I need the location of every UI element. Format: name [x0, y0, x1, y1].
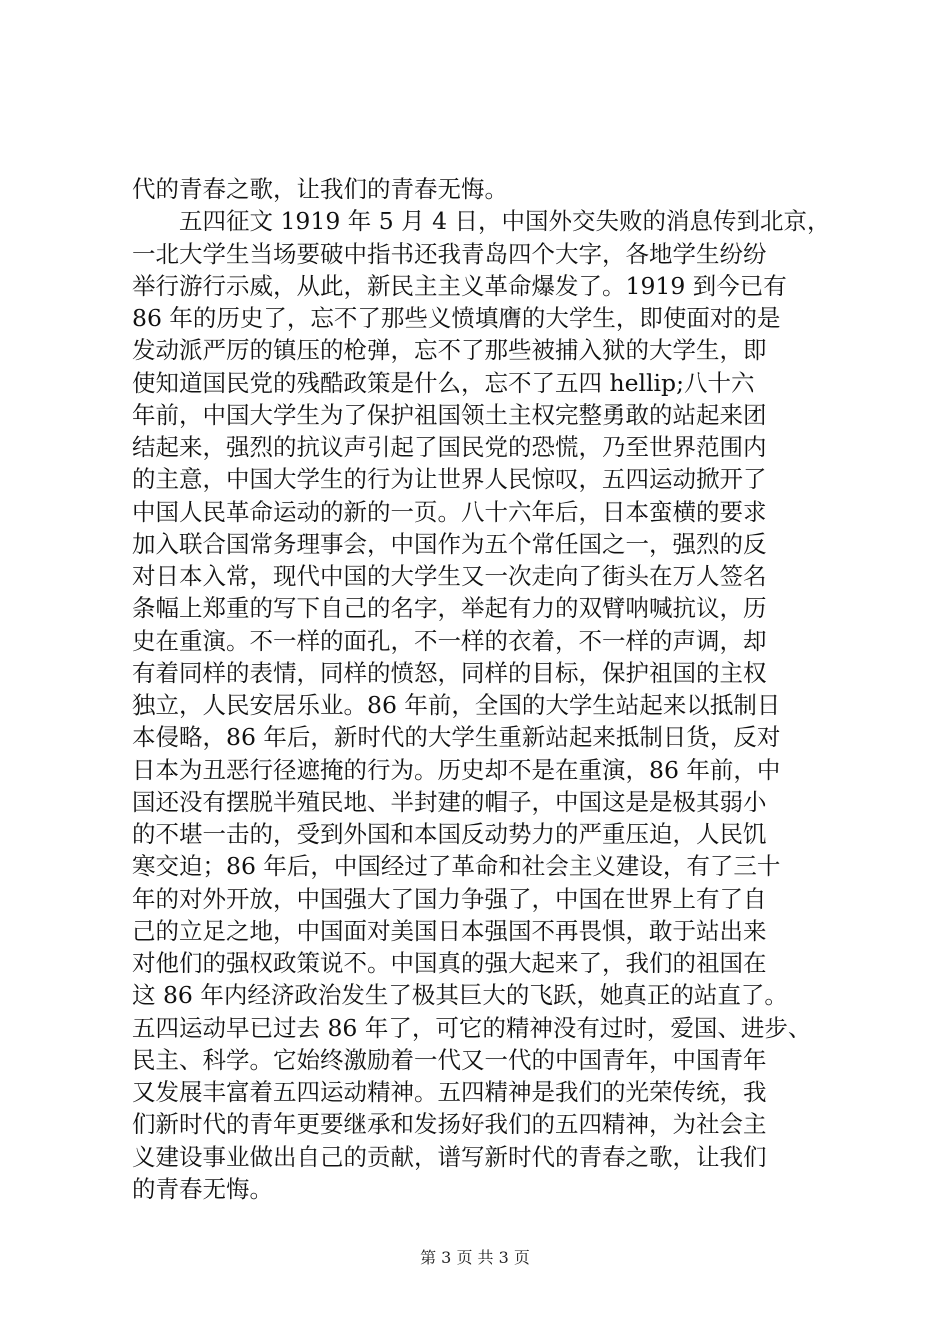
text-line: 国还没有摆脱半殖民地、半封建的帽子，中国这是是极其弱小 — [132, 787, 767, 816]
text-line: 对日本入常，现代中国的大学生又一次走向了街头在万人签名 — [132, 562, 767, 590]
text-line: 一北大学生当场要破中指书还我青岛四个大字，各地学生纷纷 — [132, 239, 767, 268]
text-line: 86 年的历史了，忘不了那些义愤填膺的大学生，即使面对的是 — [132, 304, 781, 332]
text-line: 加入联合国常务理事会，中国作为五个常任国之一，强烈的反 — [132, 529, 767, 558]
text-line: 条幅上郑重的写下自己的名字，举起有力的双臂呐喊抗议，历 — [132, 594, 767, 623]
text-line: 义建设事业做出自己的贡献，谱写新时代的青春之歌，让我们 — [132, 1142, 767, 1171]
text-line: 中国人民革命运动的新的一页。八十六年后，日本蛮横的要求 — [132, 497, 767, 526]
text-line: 年前，中国大学生为了保护祖国领土主权完整勇敢的站起来团 — [132, 400, 767, 429]
text-line: 的青春无悔。 — [132, 1174, 273, 1203]
text-line: 有着同样的表情，同样的愤怒，同样的目标，保护祖国的主权 — [132, 658, 767, 687]
text-line: 独立，人民安居乐业。86 年前，全国的大学生站起来以抵制日 — [132, 691, 781, 719]
text-line: 寒交迫；86 年后，中国经过了革命和社会主义建设，有了三十 — [132, 852, 781, 881]
text-line: 己的立足之地，中国面对美国日本强国不再畏惧，敢于站出来 — [132, 916, 767, 945]
text-line: 五四运动早已过去 86 年了，可它的精神没有过时，爱国、进步、 — [132, 1013, 812, 1042]
text-line: 对他们的强权政策说不。中国真的强大起来了，我们的祖国在 — [132, 949, 767, 977]
text-line: 五四征文 1919 年 5 月 4 日，中国外交失败的消息传到北京， — [132, 207, 831, 236]
text-line: 又发展丰富着五四运动精神。五四精神是我们的光荣传统，我 — [132, 1078, 767, 1106]
text-line: 这 86 年内经济政治发生了极其巨大的飞跃，她真正的站直了。 — [132, 981, 788, 1010]
text-line: 发动派严厉的镇压的枪弹，忘不了那些被捕入狱的大学生，即 — [132, 336, 767, 365]
text-line: 日本为丑恶行径遮掩的行为。历史却不是在重演，86 年前，中 — [132, 755, 781, 784]
text-line: 代的青春之歌，让我们的青春无悔。 — [132, 175, 508, 203]
text-line: 使知道国民党的残酷政策是什么，忘不了五四 hellip;八十六 — [132, 368, 755, 397]
text-line: 结起来，强烈的抗议声引起了国民党的恐慌，乃至世界范围内 — [132, 433, 767, 461]
text-line: 的不堪一击的，受到外国和本国反动势力的严重压迫，人民饥 — [132, 820, 767, 848]
essay-body — [132, 173, 832, 1205]
text-line: 举行游行示威，从此，新民主主义革命爆发了。1919 到今已有 — [132, 271, 787, 300]
text-line: 民主、科学。它始终激励着一代又一代的中国青年，中国青年 — [132, 1045, 767, 1074]
text-line: 年的对外开放，中国强大了国力争强了，中国在世界上有了自 — [132, 884, 767, 913]
text-line: 们新时代的青年更要继承和发扬好我们的五四精神，为社会主 — [132, 1110, 767, 1139]
page-number-footer: 第 3 页 共 3 页 — [420, 1248, 530, 1267]
text-line: 史在重演。不一样的面孔，不一样的衣着，不一样的声调，却 — [132, 626, 767, 655]
text-line: 本侵略，86 年后，新时代的大学生重新站起来抵制日货，反对 — [132, 723, 781, 752]
text-line: 的主意，中国大学生的行为让世界人民惊叹，五四运动掀开了 — [132, 465, 767, 494]
